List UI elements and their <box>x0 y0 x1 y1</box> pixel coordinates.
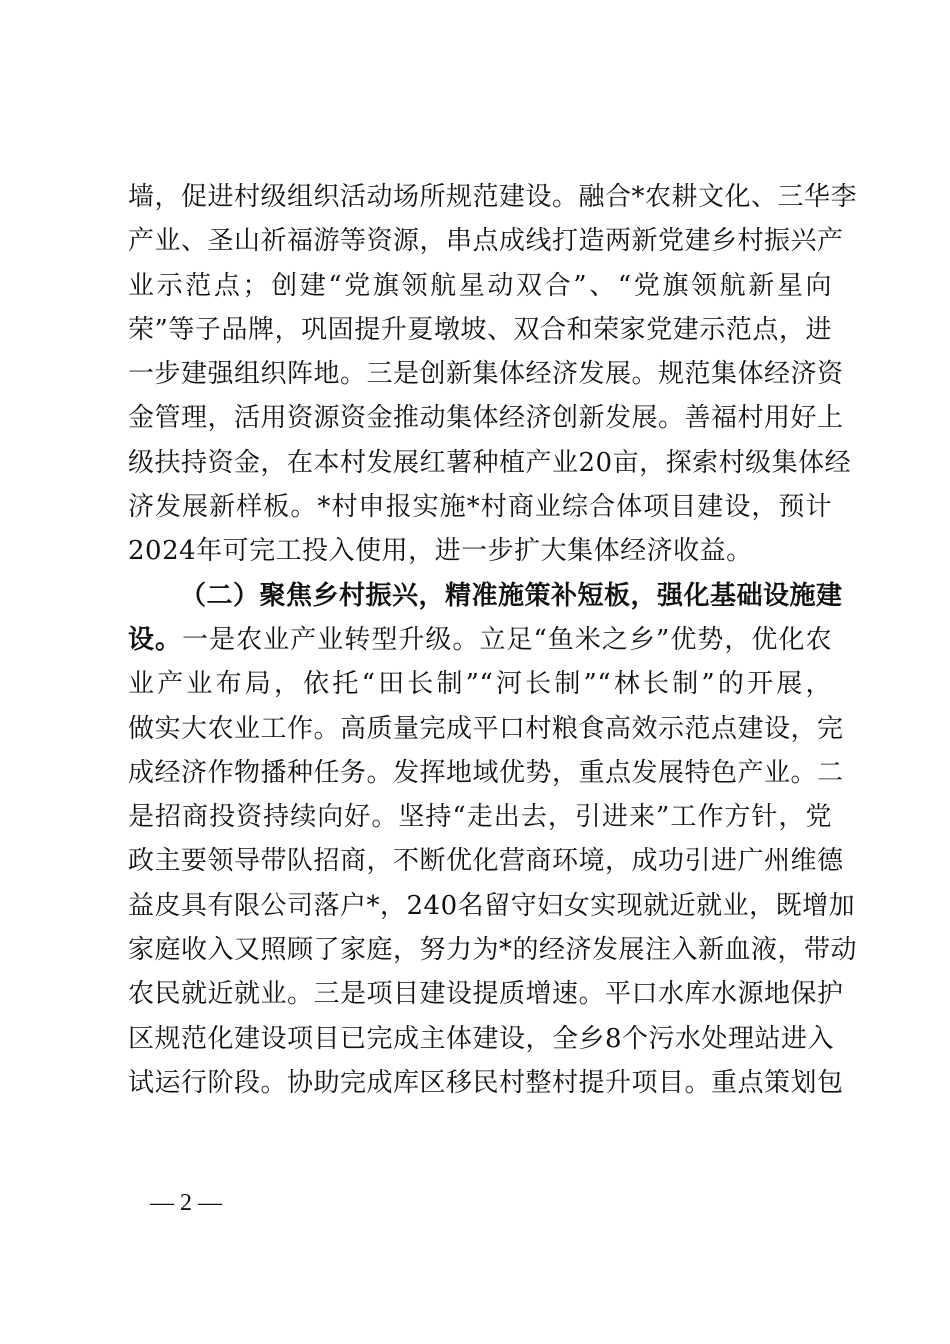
text-line: 益皮具有限公司落户*，240名留守妇女实现就近就业，既增加 <box>128 890 856 921</box>
text-span: 一是农业产业转型升级。立足“鱼米之乡”优势，优化农 <box>182 624 832 655</box>
text-line: 墙，促进村级组织活动场所规范建设。融合*农耕文化、三华李 <box>128 182 858 212</box>
section-heading: （二）聚焦乡村振兴，精准施策补短板，强化基础设施建 <box>180 580 843 611</box>
text-line: 荣”等子品牌，巩固提升夏墩坡、双合和荣家党建示范点，进 <box>128 314 832 345</box>
page-number: — 2 — <box>150 1190 222 1216</box>
text-line: 业产业布局，依托“田长制”“河长制”“林长制”的开展， <box>128 669 832 700</box>
text-line: 是招商投资持续向好。坚持“走出去，引进来”工作方针，党 <box>128 802 832 833</box>
text-line: 金管理，活用资源资金推动集体经济创新发展。善福村用好上 <box>128 403 844 434</box>
section-heading-end: 设。 <box>128 624 183 655</box>
text-line: 一步建强组织阵地。三是创新集体经济发展。规范集体经济资 <box>128 359 844 390</box>
text-line: 2024年可完工投入使用，进一步扩大集体经济收益。 <box>128 536 753 567</box>
text-line: 政主要领导带队招商，不断优化营商环境，成功引进广州维德 <box>128 846 844 877</box>
text-line: 产业、圣山祈福游等资源，串点成线打造两新党建乡村振兴产 <box>128 226 844 257</box>
text-line: 级扶持资金，在本村发展红薯种植产业20亩，探索村级集体经 <box>128 447 852 478</box>
text-line: 济发展新样板。*村申报实施*村商业综合体项目建设，预计 <box>128 492 832 523</box>
section-2 <box>128 574 858 1106</box>
paragraph-1 <box>128 175 858 574</box>
text-line: 区规范化建设项目已完成主体建设，全乡8个污水处理站进入 <box>128 1023 835 1054</box>
text-line <box>128 618 832 662</box>
text-line: 试运行阶段。协助完成库区移民村整村提升项目。重点策划包 <box>128 1067 844 1098</box>
text-line: 业示范点；创建“党旗领航星动双合”、“党旗领航新星向 <box>128 270 832 301</box>
document-body <box>128 175 858 1105</box>
text-line: 家庭收入又照顾了家庭，努力为*的经济发展注入新血液，带动 <box>128 935 858 966</box>
text-line: 农民就近就业。三是项目建设提质增速。平口水库水源地保护 <box>128 979 844 1010</box>
text-line: 做实大农业工作。高质量完成平口村粮食高效示范点建设，完 <box>128 713 844 744</box>
text-line: 成经济作物播种任务。发挥地域优势，重点发展特色产业。二 <box>128 757 844 788</box>
